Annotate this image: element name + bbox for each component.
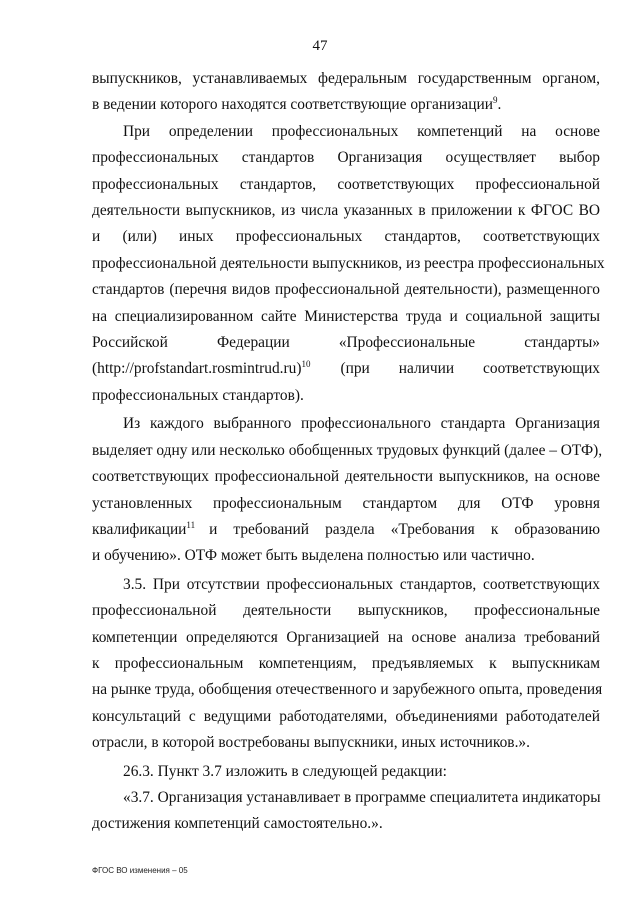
text-fragment [92,356,310,382]
text-line: профессиональных стандартов Организация осуществляет выбор [92,149,600,167]
text-line: соответствующих профессиональной деятельности выпускников, на основе [92,468,600,486]
text-line: профессиональных стандартов). [92,386,304,404]
footnote-ref: 10 [301,359,311,370]
link-text: (http://profstandart.rosmintrud.ru) [92,360,302,378]
page-footer: ФГОС ВО изменения – 05 [92,866,188,875]
text-line: деятельности выпускников, из числа указанных в приложении к ФГОС ВО [92,202,600,220]
text-fragment: Из каждого выбранного профессионального стандарта Организация [123,415,600,433]
text-line [92,517,600,543]
paragraph [92,119,605,409]
text-line [92,785,600,811]
text-line: Российской Федерации «Профессиональные стандарты» [92,334,600,352]
text-line: на специализированном сайте Министерства труда и социальной защиты [92,307,600,325]
paragraph [92,66,600,119]
text-line [92,572,600,598]
text-fragment: При определении профессиональных компетенций на основе [123,122,600,140]
text-line [92,356,600,382]
text-fragment: (при наличии соответствующих [340,360,600,378]
text-line: профессиональной деятельности выпускников, из реестра профессиональных [92,254,605,272]
text-line: консультаций с ведущими работодателями, объединениями работодателей [92,707,600,725]
document-body [92,66,605,838]
text-fragment: «3.7. Организация устанавливает в программе специалитета индикаторы [123,788,601,806]
text-fragment: в ведении которого находятся соответствующие организации [92,96,493,114]
paragraph [92,411,603,569]
text-line: отрасли, в которой востребованы выпускники, иных источников.». [92,734,530,752]
text-line: выделяет одну или несколько обобщенных трудовых функций (далее – ОТФ), [92,441,603,459]
text-line [92,92,600,118]
text-line: и (или) иных профессиональных стандартов, соответствующих [92,228,600,246]
paragraph [92,785,600,838]
paragraph [92,572,603,757]
text-line [92,759,600,785]
text-line: профессиональных стандартов, соответствующих профессиональной [92,175,600,193]
text-fragment: 26.3. Пункт 3.7 изложить в следующей редакции: [123,762,447,780]
text-fragment: 3.5. При отсутствии профессиональных стандартов, соответствующих [123,575,600,593]
text-line: на рынке труда, обобщения отечественного и зарубежного опыта, проведения [92,681,603,699]
text-fragment: и требований раздела «Требования к образованию [209,520,600,538]
text-line: установленных профессиональным стандартом для ОТФ уровня [92,494,600,512]
page-number: 47 [312,38,328,54]
text-line: выпускников, устанавливаемых федеральным государственным органом, [92,70,600,87]
text-fragment: квалификации [92,520,187,538]
text-line: стандартов (перечня видов профессиональной деятельности), размещенного [92,281,600,299]
text-fragment: . [497,96,502,114]
footnote-ref: 11 [186,519,196,530]
text-line: и обучению». ОТФ может быть выделена полностью или частично. [92,547,535,565]
text-line: компетенции определяются Организацией на основе анализа требований [92,628,600,646]
text-fragment [92,517,195,543]
text-line: профессиональной деятельности выпускников, профессиональные [92,602,600,620]
text-line: к профессиональным компетенциям, предъявляемых к выпускникам [92,654,600,672]
text-line: достижения компетенций самостоятельно.». [92,815,383,833]
text-line [92,119,600,145]
footnote-ref: 9 [492,95,498,106]
paragraph [92,759,600,785]
text-line [92,411,600,437]
